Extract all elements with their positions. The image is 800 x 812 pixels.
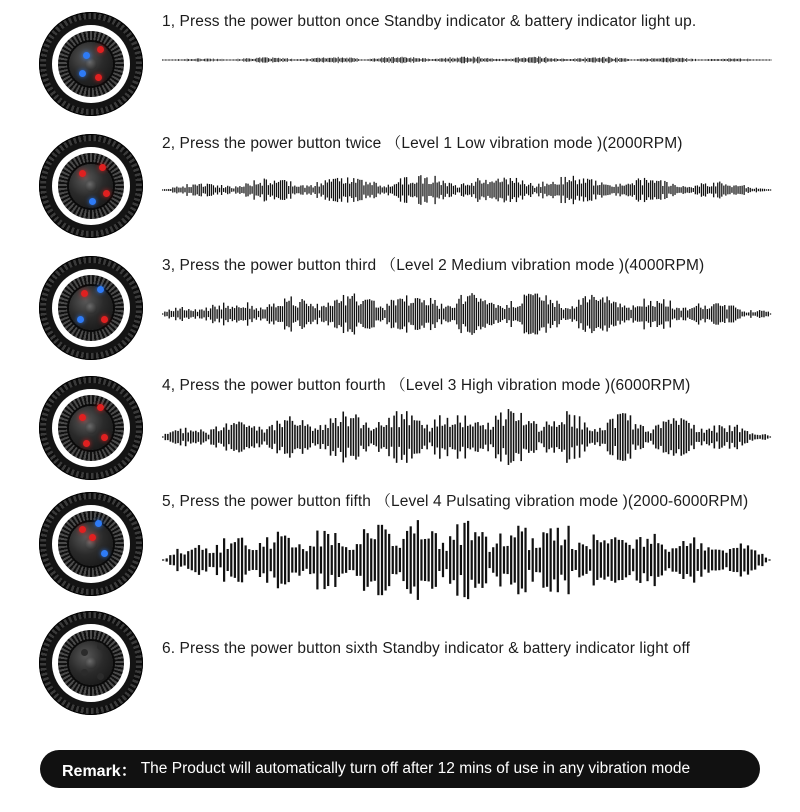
vibration-device-1 xyxy=(39,12,143,116)
step-row-1 xyxy=(0,12,800,116)
step-caption: 2, Press the power button twice （Level 1 Low vibration mode )(2000RPM) xyxy=(162,135,683,152)
waveform-3 xyxy=(162,283,772,345)
waveform-5 xyxy=(162,519,772,601)
led-indicator xyxy=(83,52,90,59)
led-indicator xyxy=(99,164,106,171)
vibration-device-3 xyxy=(39,256,143,360)
device-hub-icon xyxy=(69,522,113,566)
step-row-5 xyxy=(0,492,800,601)
step-caption: 5, Press the power button fifth （Level 4 Pulsating vibration mode )(2000-6000RPM) xyxy=(162,493,749,510)
step-row-6 xyxy=(0,611,800,715)
led-indicator xyxy=(101,316,108,323)
step-row-4 xyxy=(0,376,800,480)
step-content-3 xyxy=(156,256,800,345)
device-hub-icon xyxy=(69,286,113,330)
led-indicator xyxy=(95,520,102,527)
led-indicator xyxy=(101,550,108,557)
led-indicator xyxy=(79,70,86,77)
device-illustration-5 xyxy=(26,492,156,596)
device-illustration-6 xyxy=(26,611,156,715)
device-hub-icon xyxy=(69,42,113,86)
waveform-2 xyxy=(162,161,772,219)
device-illustration-3 xyxy=(26,256,156,360)
led-indicator xyxy=(97,46,104,53)
led-indicator xyxy=(89,534,96,541)
waveform-4 xyxy=(162,403,772,471)
led-indicator xyxy=(83,440,90,447)
step-row-2 xyxy=(0,134,800,238)
led-indicator xyxy=(77,316,84,323)
device-illustration-4 xyxy=(26,376,156,480)
step-content-6 xyxy=(156,611,800,658)
led-indicator xyxy=(103,190,110,197)
device-illustration-1 xyxy=(26,12,156,116)
led-indicator xyxy=(101,434,108,441)
vibration-device-2 xyxy=(39,134,143,238)
waveform-1 xyxy=(162,39,772,81)
led-indicator xyxy=(79,170,86,177)
remark-label: Remark： xyxy=(62,762,137,780)
remark-text: The Product will automatically turn off after 12 mins of use in any vibration mode xyxy=(140,760,691,777)
step-caption: 1, Press the power button once Standby indicator & battery indicator light up. xyxy=(162,13,697,30)
step-content-1 xyxy=(156,12,800,81)
led-indicator xyxy=(79,526,86,533)
led-indicator xyxy=(97,404,104,411)
remark-banner xyxy=(40,750,760,788)
instruction-sheet xyxy=(0,12,800,812)
step-content-4 xyxy=(156,376,800,471)
led-indicator xyxy=(95,74,102,81)
step-content-2 xyxy=(156,134,800,219)
step-caption: 3, Press the power button third （Level 2 Medium vibration mode )(4000RPM) xyxy=(162,257,705,274)
step-content-5 xyxy=(156,492,800,601)
led-indicator xyxy=(97,286,104,293)
vibration-device-5 xyxy=(39,492,143,596)
vibration-device-6 xyxy=(39,611,143,715)
vibration-device-4 xyxy=(39,376,143,480)
step-row-3 xyxy=(0,256,800,360)
step-caption: 6. Press the power button sixth Standby indicator & battery indicator light off xyxy=(162,640,691,658)
led-indicator xyxy=(79,414,86,421)
led-indicator xyxy=(81,290,88,297)
device-illustration-2 xyxy=(26,134,156,238)
step-caption: 4, Press the power button fourth （Level 3 High vibration mode )(6000RPM) xyxy=(162,377,691,394)
device-hub-icon xyxy=(69,406,113,450)
led-indicator xyxy=(89,198,96,205)
